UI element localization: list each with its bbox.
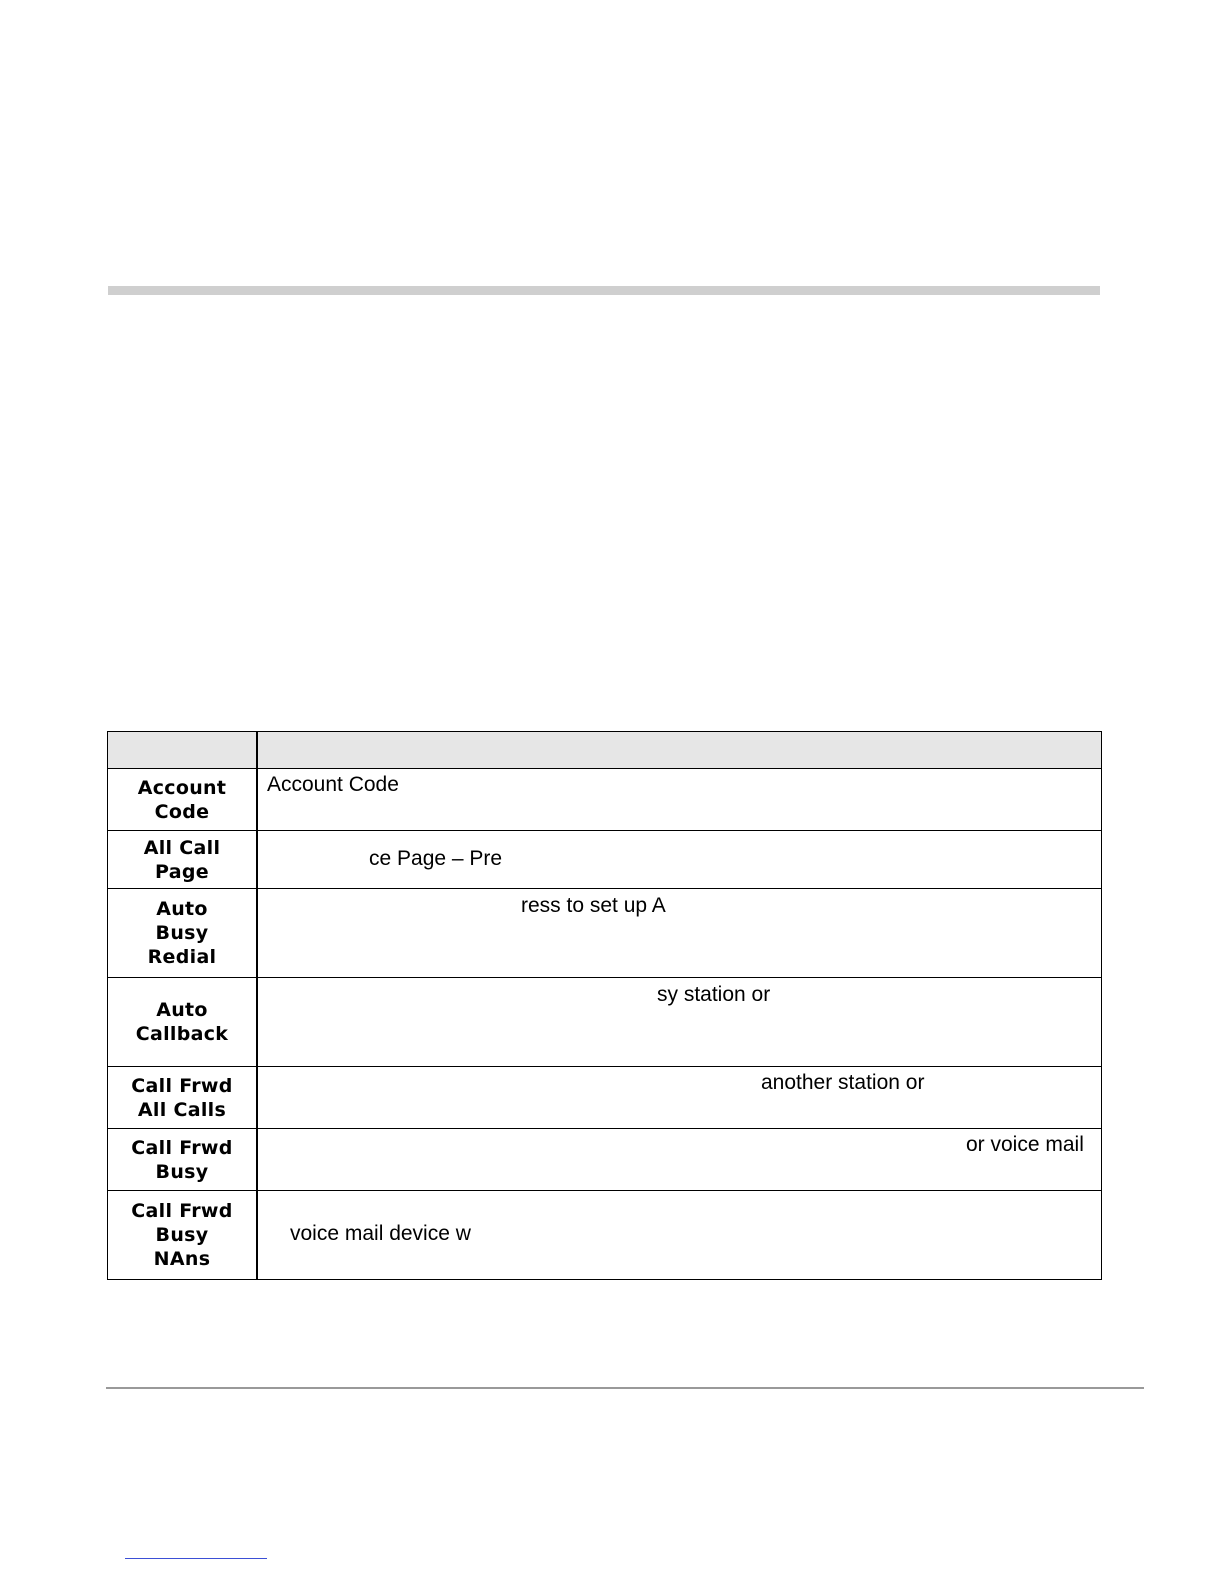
table-row <box>108 1129 1102 1191</box>
table-row <box>108 831 1102 889</box>
feature-key-label: Account Code <box>137 776 227 823</box>
feature-key-table <box>107 731 1102 1280</box>
table-row <box>108 889 1102 978</box>
feature-key-cell <box>108 1067 258 1129</box>
table-row <box>108 978 1102 1067</box>
feature-description-cell <box>257 1129 1102 1191</box>
feature-key-label: Auto Busy Redial <box>147 898 217 968</box>
feature-description-cell <box>257 978 1102 1067</box>
feature-description-text: sy station or <box>657 983 771 1006</box>
header-key-column <box>108 732 258 769</box>
feature-description-text: or voice mail <box>966 1133 1084 1156</box>
feature-description-cell <box>257 831 1102 889</box>
feature-key-label: All Call Page <box>143 836 221 883</box>
feature-key-label: Call Frwd Busy <box>131 1136 233 1183</box>
footer-link-underline <box>125 1558 267 1559</box>
header-description-column <box>257 732 1102 769</box>
feature-description-text: voice mail device w <box>290 1222 471 1245</box>
feature-key-cell <box>108 1191 258 1280</box>
feature-key-label: Call Frwd Busy NAns <box>131 1200 233 1270</box>
feature-key-cell <box>108 889 258 978</box>
feature-key-cell <box>108 769 258 831</box>
feature-description-text: another station or <box>761 1071 925 1094</box>
table-row <box>108 769 1102 831</box>
feature-key-cell <box>108 1129 258 1191</box>
feature-key-cell <box>108 831 258 889</box>
table-header-row <box>108 732 1102 769</box>
feature-description-cell <box>257 1067 1102 1129</box>
section-divider-top <box>108 286 1100 295</box>
feature-key-label: Auto Callback <box>135 999 229 1045</box>
feature-description-text: ce Page – Pre <box>369 847 503 870</box>
table-row <box>108 1191 1102 1280</box>
feature-description-cell <box>257 889 1102 978</box>
footer-divider <box>106 1387 1144 1389</box>
table-row <box>108 1067 1102 1129</box>
feature-description-text: ress to set up A <box>521 894 666 917</box>
feature-key-label: Call Frwd All Calls <box>131 1074 233 1121</box>
feature-description-cell <box>257 1191 1102 1280</box>
feature-description-text: Account Code <box>267 773 399 796</box>
feature-key-cell <box>108 978 258 1067</box>
feature-description-cell <box>257 769 1102 831</box>
